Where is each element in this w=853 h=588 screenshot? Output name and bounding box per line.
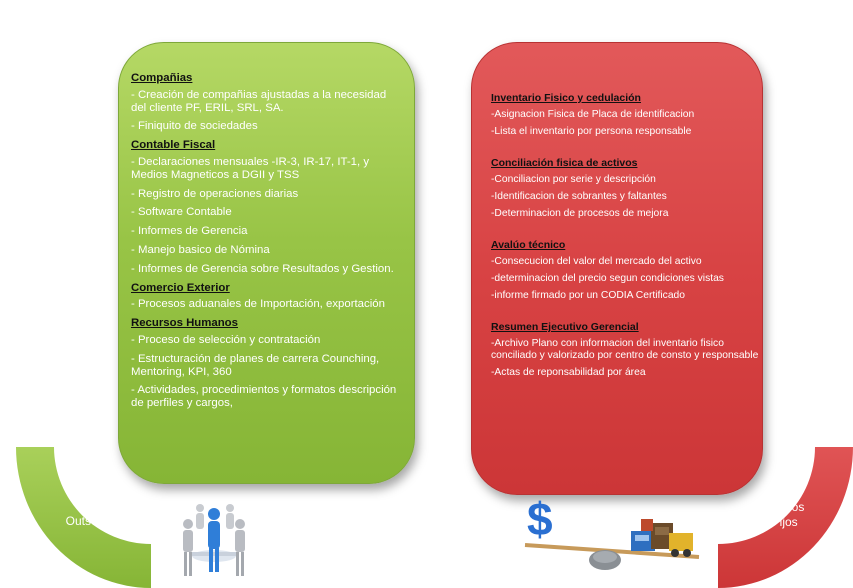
list-item: -Actas de reponsabilidad por área — [491, 367, 646, 378]
activos-label-line1: Activos — [765, 500, 805, 514]
list-item: -Conciliacion por serie y descripción — [491, 174, 656, 185]
section-heading: Inventario Fisico y cedulación — [491, 92, 641, 104]
list-item: - Estructuración de planes de carrera Counching, Mentoring, KPI, 360 — [131, 352, 380, 378]
list-item: -Identificacion de sobrantes y faltantes — [491, 191, 667, 202]
section-avaluo — [491, 239, 771, 302]
section-heading: Comercio Exterior — [131, 281, 230, 294]
list-item: - Declaraciones mensuales -IR-3, IR-17, IT-1, y Medios Magneticos a DGII y TSS — [131, 155, 370, 181]
section-heading: Resumen Ejecutivo Gerencial — [491, 321, 639, 333]
outsourcing-label: Outsourcing — [65, 514, 131, 528]
outsourcing-content — [131, 70, 401, 416]
section-resumen — [491, 321, 771, 379]
section-heading: Compañias — [131, 72, 193, 84]
section-contable-fiscal — [131, 139, 401, 275]
section-recursos-humanos — [131, 317, 401, 410]
list-item: -Asignacion Fisica de Placa de identificacion — [491, 109, 695, 120]
section-conciliacion — [491, 157, 771, 220]
section-companias — [131, 72, 401, 133]
list-item: - Manejo basico de Nómina — [131, 243, 270, 256]
list-item: - Informes de Gerencia sobre Resultados y Gestion. — [131, 262, 394, 275]
dollar-symbol: $ — [527, 495, 553, 545]
activos-fijos-content — [491, 92, 771, 398]
section-inventario — [491, 92, 771, 138]
list-item: -Determinacion de procesos de mejora — [491, 208, 669, 219]
list-item: - Registro de operaciones diarias — [131, 187, 299, 200]
section-comercio-exterior — [131, 282, 401, 312]
team-meeting-icon — [174, 494, 254, 584]
list-item: -informe firmado por un CODIA Certificado — [491, 290, 685, 301]
list-item: - Actividades, procedimientos y formatos descripción de perfiles y cargos, — [131, 384, 397, 410]
list-item: -Lista el inventario por persona responsable — [491, 126, 692, 137]
list-item: - Procesos aduanales de Importación, exportación — [131, 298, 385, 311]
list-item: - Creación de compañias ajustadas a la necesidad del cliente PF, ERIL, SRL, SA. — [131, 88, 387, 114]
section-heading: Avalúo técnico — [491, 239, 566, 251]
list-item: -Archivo Plano con informacion del inventario fisico conciliado y valorizado por centro de consto y responsable — [491, 338, 759, 361]
section-heading: Conciliación fisica de activos — [491, 157, 638, 169]
list-item: - Software Contable — [131, 206, 232, 219]
dollar-balance-scale-icon — [523, 495, 703, 575]
section-heading: Recursos Humanos — [131, 317, 238, 330]
list-item: - Finiquito de sociedades — [131, 120, 258, 133]
activos-label-line2: Fijos — [772, 515, 798, 529]
list-item: - Informes de Gerencia — [131, 225, 248, 238]
list-item: -determinacion del precio segun condiciones vistas — [491, 273, 724, 284]
section-heading: Contable Fiscal — [131, 139, 216, 152]
activos-fijos-label — [745, 500, 825, 530]
list-item: - Proceso de selección y contratación — [131, 333, 321, 346]
list-item: -Consecucion del valor del mercado del activo — [491, 256, 702, 267]
